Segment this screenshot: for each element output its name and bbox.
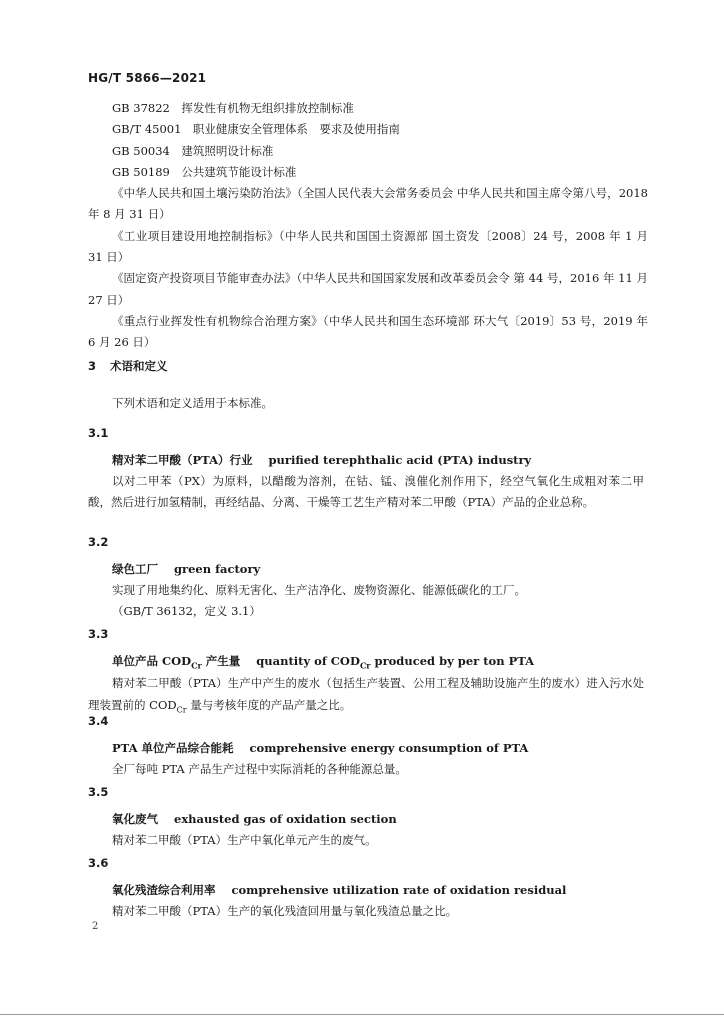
term-entry (88, 856, 644, 922)
term-definition: 实现了用地集约化、原料无害化、生产洁净化、废物资源化、能源低碳化的工厂。 (112, 583, 526, 597)
term-number: 3.4 (88, 714, 109, 728)
term-definition: 精对苯二甲酸（PTA）生产的氧化残渣回用量与氧化残渣总量之比。 (112, 904, 458, 918)
term-number: 3.5 (88, 785, 109, 799)
reference-item: GB/T 45001 职业健康安全管理体系 要求及使用指南 (112, 122, 400, 137)
term-title-zh: 氧化残渣综合利用率 (112, 883, 216, 897)
term-entry (88, 426, 644, 514)
section-heading (88, 358, 168, 374)
reference-document: 《中华人民共和国土壤污染防治法》（全国人民代表大会常务委员会 中华人民共和国主席令第八号，2018 年 8 月 31 日） (88, 186, 648, 222)
term-entry (88, 627, 644, 720)
term-number: 3.1 (88, 426, 109, 440)
page-number: 2 (92, 921, 99, 932)
term-title-en: green factory (174, 562, 261, 576)
term-title-zh: 精对苯二甲酸（PTA）行业 (112, 453, 253, 467)
reference-document: 《固定资产投资项目节能审查办法》（中华人民共和国国家发展和改革委员会令 第 44 号，2016 年 11 月 27 日） (88, 271, 648, 307)
reference-item: GB 50034 建筑照明设计标准 (112, 143, 274, 158)
term-definition: 精对苯二甲酸（PTA）生产中氧化单元产生的废气。 (112, 833, 377, 847)
term-entry (88, 714, 644, 780)
term-number: 3.2 (88, 535, 109, 549)
term-entry (88, 535, 644, 623)
reference-item: GB 50189 公共建筑节能设计标准 (112, 164, 297, 179)
term-source: （GB/T 36132，定义 3.1） (112, 604, 261, 619)
document-code: HG/T 5866—2021 (88, 71, 207, 85)
term-definition: 以对二甲苯（PX）为原料，以醋酸为溶剂，在钴、锰、溴催化剂作用下，经空气氧化生成粗对苯二甲酸，然后进行加氢精制，再经结晶、分离、干燥等工艺生产精对苯二甲酸（PTA）产品的企业总称。 (88, 474, 644, 510)
term-title-zh: 氧化废气 (112, 812, 158, 826)
term-title (88, 653, 644, 670)
term-title-zh: 绿色工厂 (112, 562, 158, 576)
term-title-en: comprehensive utilization rate of oxidation residual (231, 883, 567, 897)
term-entry (88, 785, 644, 851)
term-title-en: exhausted gas of oxidation section (174, 812, 397, 826)
term-number: 3.3 (88, 627, 109, 641)
reference-item: GB 37822 挥发性有机物无组织排放控制标准 (112, 101, 354, 115)
section-title: 术语和定义 (110, 359, 168, 373)
term-title-en: comprehensive energy consumption of PTA (249, 741, 529, 755)
section-number: 3 (88, 359, 97, 373)
term-definition: 精对苯二甲酸（PTA）生产中产生的废水（包括生产装置、公用工程及辅助设施产生的废水）进入污水处理装置前的 $COD_{Cr}$ 量与考核年度的产品产量之比。 (88, 676, 644, 714)
bottom-rule (0, 1014, 724, 1015)
term-title-zh: 单位产品 $COD_{Cr}$ 产生量 (112, 654, 241, 671)
reference-document: 《重点行业挥发性有机物综合治理方案》（中华人民共和国生态环境部 环大气〔2019〕53 号，2019 年 6 月 26 日） (88, 313, 648, 350)
term-title (88, 811, 644, 827)
term-title-zh: PTA 单位产品综合能耗 (112, 741, 234, 755)
section-intro: 下列术语和定义适用于本标准。 (112, 396, 273, 410)
term-title-en: quantity of $COD_{Cr}$ produced by per ton PTA (256, 654, 535, 671)
term-title (88, 561, 644, 577)
term-definition: 全厂每吨 PTA 产品生产过程中实际消耗的各种能源总量。 (112, 762, 407, 776)
reference-document: 《工业项目建设用地控制指标》（中华人民共和国国土资源部 国土资发〔2008〕24 号，2008 年 1 月 31 日） (88, 228, 648, 265)
term-title-en: purified terephthalic acid (PTA) industry (268, 453, 532, 467)
term-title (88, 740, 644, 756)
term-title (88, 452, 644, 468)
term-number: 3.6 (88, 856, 109, 870)
term-title (88, 882, 644, 898)
normative-references (88, 98, 648, 354)
